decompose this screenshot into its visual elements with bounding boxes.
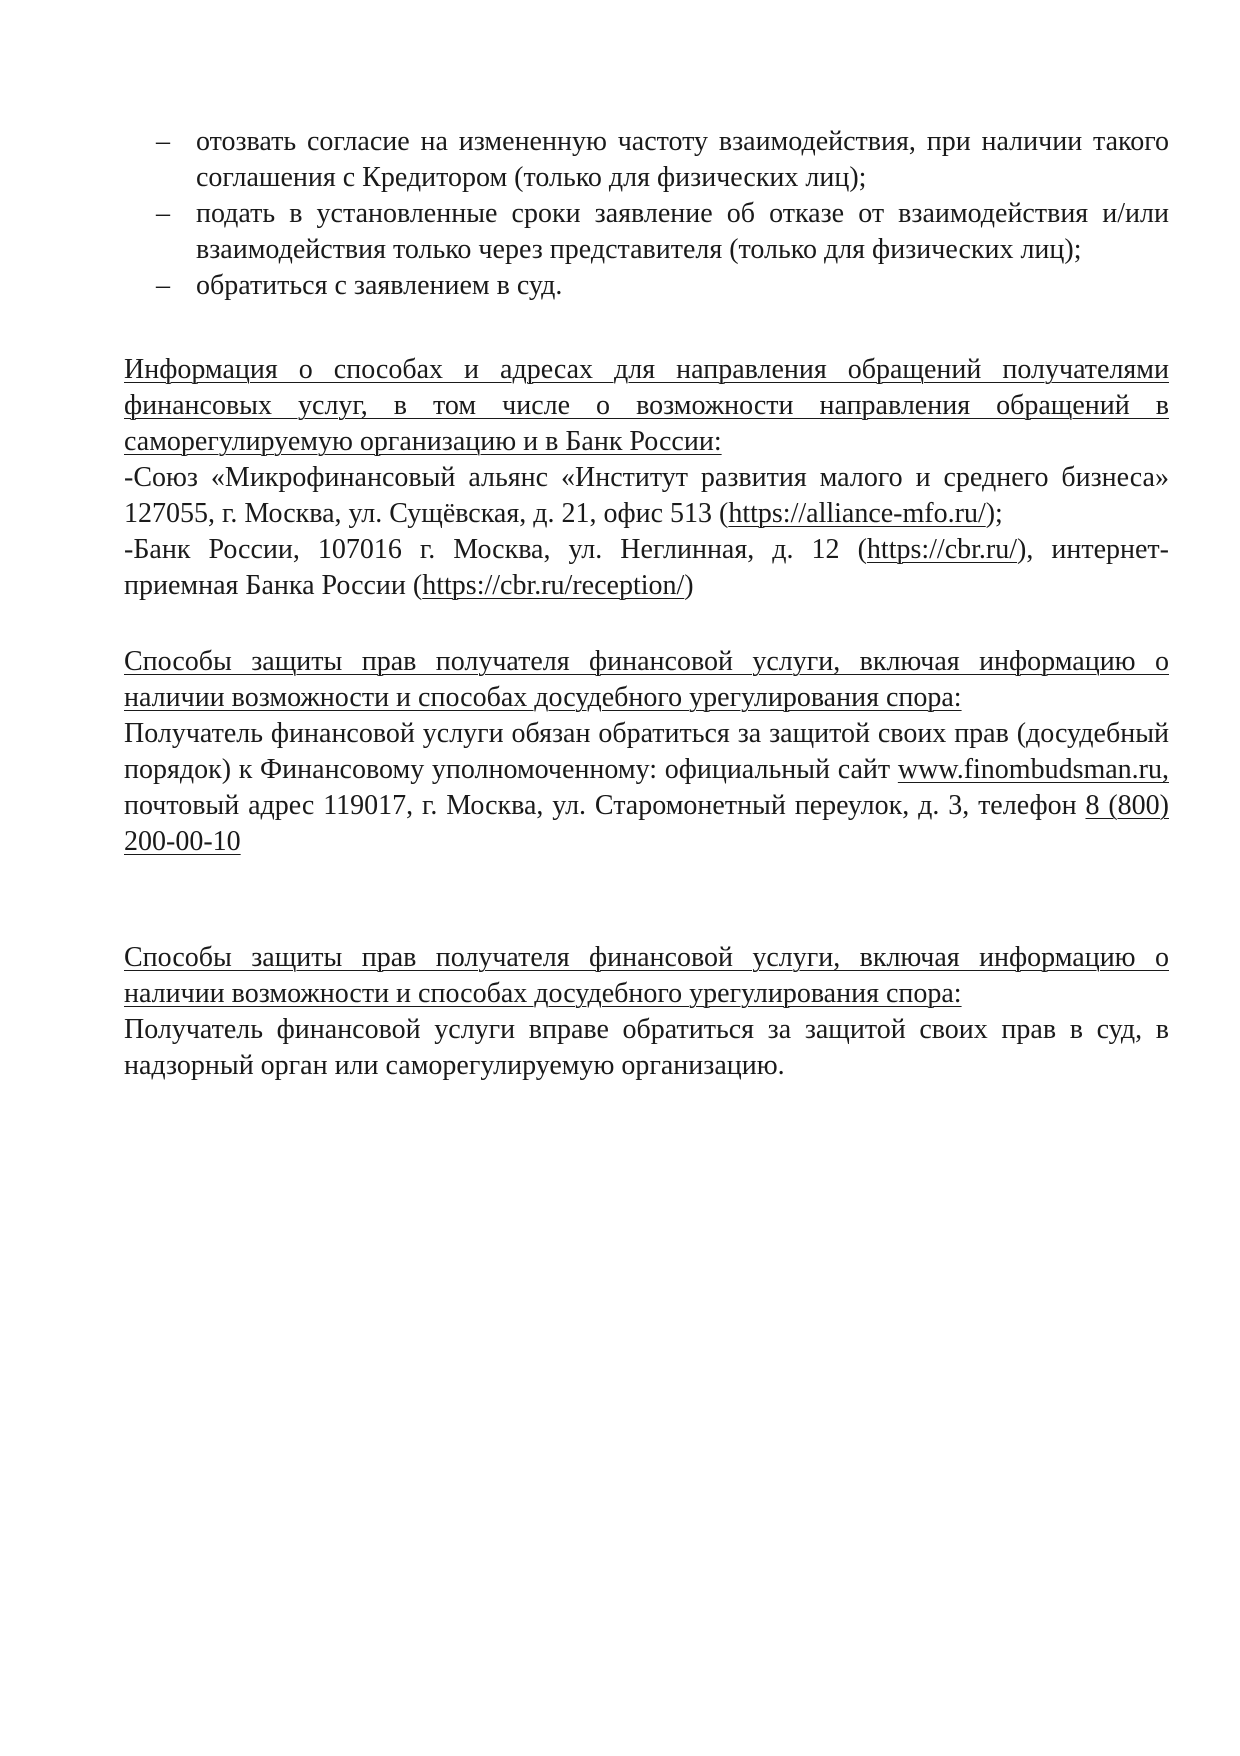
court-heading: Способы защиты прав получателя финансовой услуги, включая информацию о наличии возможности и способах досудебного урегулирования спора: [124, 942, 1169, 1009]
document-content [124, 124, 1169, 1084]
union-contact [124, 460, 1169, 532]
bank-contact [124, 532, 1169, 604]
list-item-text: обратиться с заявлением в суд. [196, 270, 563, 301]
court-section [124, 940, 1169, 1084]
contacts-heading: Информация о способах и адресах для направления обращений получателями финансовых услуг, в том числе о возможности направления обращений в саморегулируемую организацию и в Банк России: [124, 354, 1169, 457]
cbr-reception-link[interactable]: https://cbr.ru/reception/ [422, 570, 685, 601]
bank-contact-suffix: ) [684, 570, 694, 601]
alliance-link[interactable]: https://alliance-mfo.ru/ [728, 498, 986, 529]
ombudsman-section [124, 644, 1169, 860]
list-item [124, 196, 1169, 268]
list-item [124, 124, 1169, 196]
cbr-link[interactable]: https://cbr.ru/ [866, 534, 1018, 565]
bank-contact-middle: ), интернет-приемная Банка России ( [124, 534, 1169, 601]
ombudsman-text-prefix: Получатель финансовой услуги обязан обратиться за защитой своих прав (досудебный порядок) к Финансовому уполномоченному: официальный сайт [124, 718, 1169, 785]
phone-link[interactable]: 8 (800) 200-00-10 [124, 790, 1169, 857]
union-contact-suffix: ); [985, 498, 1003, 529]
contacts-section [124, 352, 1169, 604]
list-item-text: отозвать согласие на измененную частоту взаимодействия, при наличии такого соглашения с Кредитором (только для физических лиц); [196, 126, 1169, 193]
dash-bullet: – [156, 198, 170, 229]
dash-bullet: – [156, 126, 170, 157]
dash-bullet: – [156, 270, 170, 301]
ombudsman-heading: Способы защиты прав получателя финансовой услуги, включая информацию о наличии возможности и способах досудебного урегулирования спора: [124, 646, 1169, 713]
list-item-text: подать в установленные сроки заявление об отказе от взаимодействия и/или взаимодействия только через представителя (только для физических лиц); [196, 198, 1169, 265]
ombudsman-text-middle: почтовый адрес 119017, г. Москва, ул. Старомонетный переулок, д. 3, телефон [124, 790, 1086, 821]
list-item [124, 268, 1169, 304]
court-text: Получатель финансовой услуги вправе обратиться за защитой своих прав в суд, в надзорный орган или саморегулируемую организацию. [124, 1014, 1169, 1081]
union-contact-text: -Союз «Микрофинансовый альянс «Институт развития малого и среднего бизнеса» 127055, г. Москва, ул. Сущёвская, д. 21, офис 513 ( [124, 462, 1169, 529]
rights-list [124, 124, 1169, 304]
bank-contact-text: -Банк России, 107016 г. Москва, ул. Неглинная, д. 12 ( [124, 534, 867, 565]
ombudsman-text [124, 716, 1169, 860]
finombudsman-link[interactable]: www.finombudsman.ru, [897, 754, 1169, 785]
